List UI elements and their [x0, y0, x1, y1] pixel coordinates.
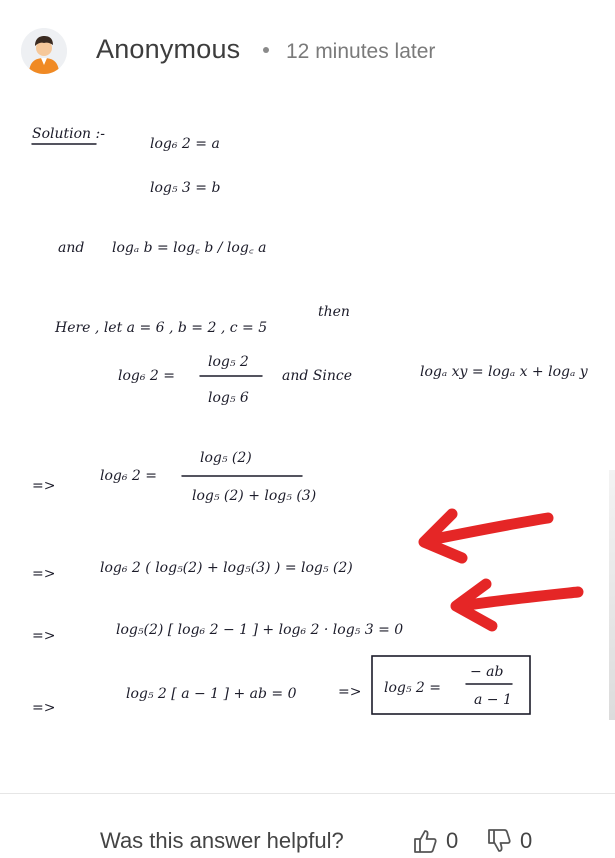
implies-1: => — [32, 478, 56, 494]
upvote-button[interactable] — [412, 828, 458, 858]
step2-denominator: log₅ (2) + log₅ (3) — [192, 488, 317, 504]
step5-equation: log₅ 2 [ a − 1 ] + ab = 0 — [126, 686, 297, 702]
handwritten-solution-image — [0, 100, 615, 790]
scroll-edge — [609, 470, 615, 720]
final-lhs: log₅ 2 = — [384, 680, 442, 696]
step2-numerator: log₅ (2) — [200, 450, 252, 466]
step1-numerator: log₅ 2 — [208, 354, 249, 370]
downvote-button[interactable] — [486, 828, 532, 858]
separator-dot — [263, 47, 269, 53]
then-label: then — [318, 304, 350, 320]
thumbs-up-icon — [412, 828, 438, 854]
change-of-base-rule: logₐ b = log꜀ b / log꜀ a — [112, 240, 267, 256]
answer-timestamp: 12 minutes later — [286, 40, 436, 63]
author-name[interactable]: Anonymous — [96, 34, 241, 64]
step1-denominator: log₅ 6 — [208, 390, 249, 406]
step3-equation: log₆ 2 ( log₅(2) + log₅(3) ) = log₅ (2) — [100, 560, 353, 576]
substitution-line: Here , let a = 6 , b = 2 , c = 5 — [55, 320, 268, 336]
and-label: and — [58, 240, 85, 256]
final-denominator: a − 1 — [474, 692, 512, 708]
step4-equation: log₅(2) [ log₆ 2 − 1 ] + log₆ 2 · log₅ 3 = 0 — [116, 622, 404, 638]
downvote-count: 0 — [520, 828, 533, 853]
implies-2: => — [32, 566, 56, 582]
step2-lhs: log₆ 2 = — [100, 468, 158, 484]
helpful-question: Was this answer helpful? — [100, 828, 344, 853]
implies-3: => — [32, 628, 56, 644]
implies-4: => — [32, 700, 56, 716]
step1-lhs: log₆ 2 = — [118, 368, 176, 384]
thumbs-down-icon — [486, 828, 512, 854]
given-line-1: log₆ 2 = a — [150, 136, 220, 152]
user-avatar-icon[interactable] — [21, 28, 67, 74]
feedback-bar — [0, 800, 615, 853]
final-numerator: − ab — [470, 664, 504, 680]
upvote-count: 0 — [446, 828, 459, 853]
given-line-2: log₅ 3 = b — [150, 180, 221, 196]
red-arrow-icon — [456, 584, 578, 626]
product-rule: logₐ xy = logₐ x + logₐ y — [420, 364, 588, 380]
and-since-label: and Since — [282, 368, 352, 384]
section-divider — [0, 793, 615, 794]
red-arrow-icon — [424, 514, 548, 558]
solution-heading: Solution :- — [32, 126, 105, 142]
answer-header — [0, 0, 615, 100]
step5-arrow: => — [338, 684, 362, 700]
